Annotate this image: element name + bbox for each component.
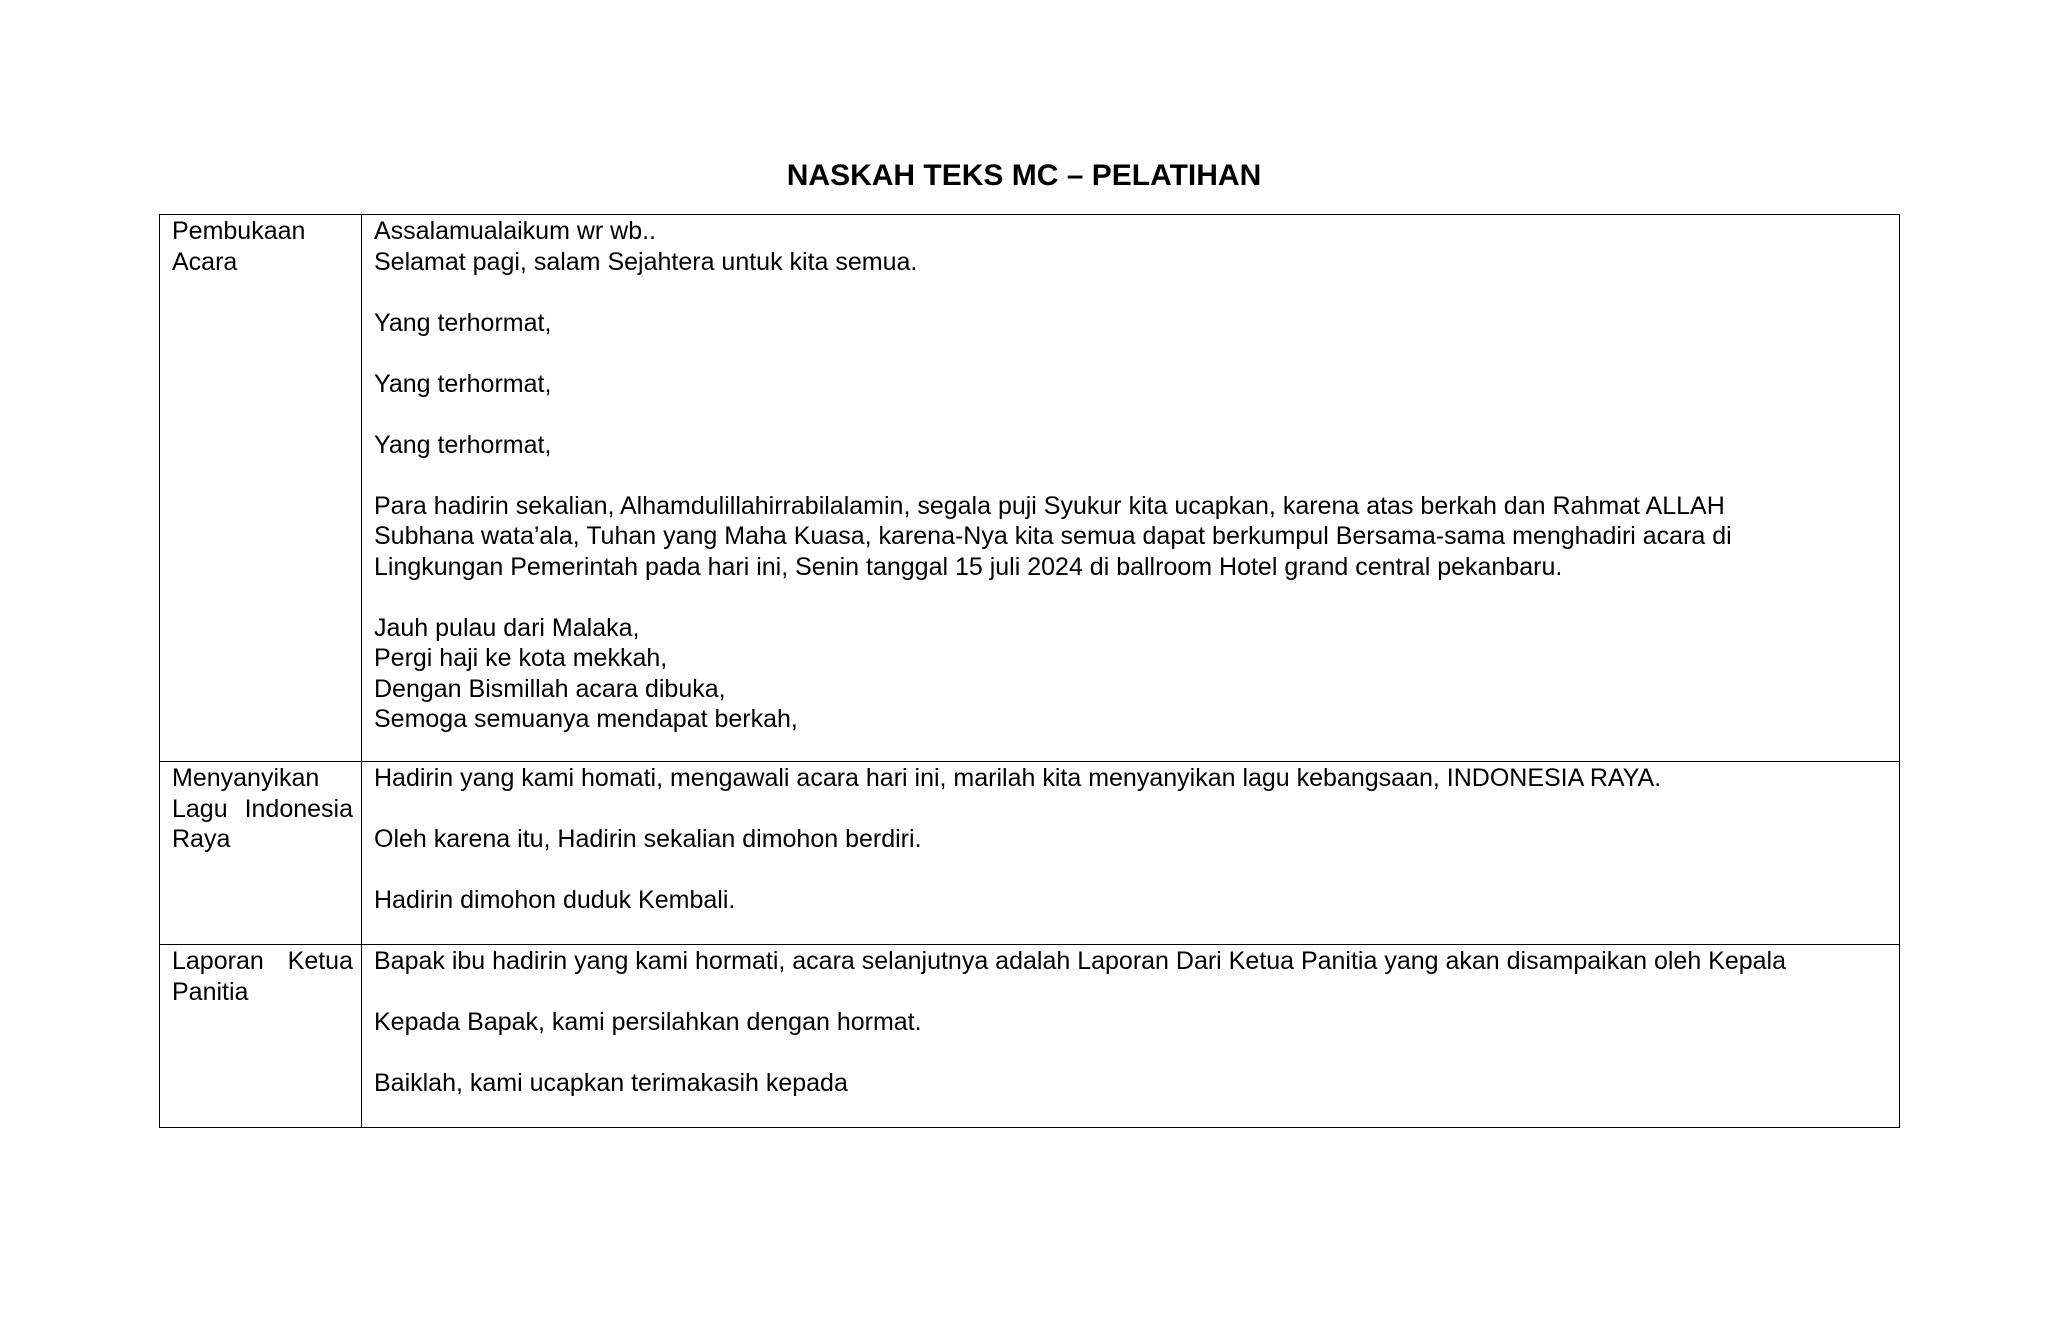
script-paragraph: Para hadirin sekalian, Alhamdulillahirrabilalamin, segala puji Syukur kita ucapkan, karena atas berkah dan Rahmat ALLAH Subhana wata’ala, Tuhan yang Maha Kuasa, karena-Nya kita semua dapat berkumpul Bersama-sama menghadiri acara di Lingkungan Pemerintah pada hari ini, Senin tanggal 15 juli 2024 di ballroom Hotel grand central pekanbaru. bbox=[374, 491, 1732, 581]
table-row-menyanyikan-lagu bbox=[160, 762, 1900, 945]
section-cell bbox=[160, 762, 362, 945]
script-paragraph: Hadirin yang kami homati, mengawali acara hari ini, marilah kita menyanyikan lagu kebangsaan, INDONESIA RAYA. bbox=[374, 764, 1662, 792]
table-row-laporan-ketua-panitia bbox=[160, 945, 1900, 1128]
section-cell bbox=[160, 945, 362, 1128]
script-paragraph: Yang terhormat, bbox=[374, 308, 552, 337]
section-label: Menyanyikan Lagu Indonesia Raya bbox=[172, 764, 353, 853]
script-paragraph: Yang terhormat, bbox=[374, 369, 552, 398]
section-label: Laporan Ketua Panitia bbox=[172, 947, 353, 1006]
content-cell bbox=[362, 945, 1900, 1128]
script-paragraph: Hadirin dimohon duduk Kembali. bbox=[374, 886, 736, 914]
content-cell bbox=[362, 215, 1900, 762]
script-paragraph: Kepada Bapak, kami persilahkan dengan hormat. bbox=[374, 1008, 922, 1036]
mc-script-table bbox=[159, 214, 1900, 1128]
script-paragraph: Oleh karena itu, Hadirin sekalian dimohon berdiri. bbox=[374, 825, 922, 853]
script-paragraph: Bapak ibu hadirin yang kami hormati, acara selanjutnya adalah Laporan Dari Ketua Panitia yang akan disampaikan oleh Kepala bbox=[374, 947, 1787, 975]
script-paragraph: Assalamualaikum wr wb.. Selamat pagi, salam Sejahtera untuk kita semua. bbox=[374, 217, 918, 276]
script-paragraph: Jauh pulau dari Malaka, Pergi haji ke kota mekkah, Dengan Bismillah acara dibuka, Semoga semuanya mendapat berkah, bbox=[374, 613, 798, 733]
section-cell bbox=[160, 215, 362, 762]
section-label: Pembukaan Acara bbox=[172, 217, 306, 276]
script-paragraph: Baiklah, kami ucapkan terimakasih kepada bbox=[374, 1069, 848, 1097]
script-paragraph: Yang terhormat, bbox=[374, 430, 552, 459]
document-title: NASKAH TEKS MC – PELATIHAN bbox=[786, 159, 1262, 192]
table-row-pembukaan-acara bbox=[160, 215, 1900, 762]
content-cell bbox=[362, 762, 1900, 945]
